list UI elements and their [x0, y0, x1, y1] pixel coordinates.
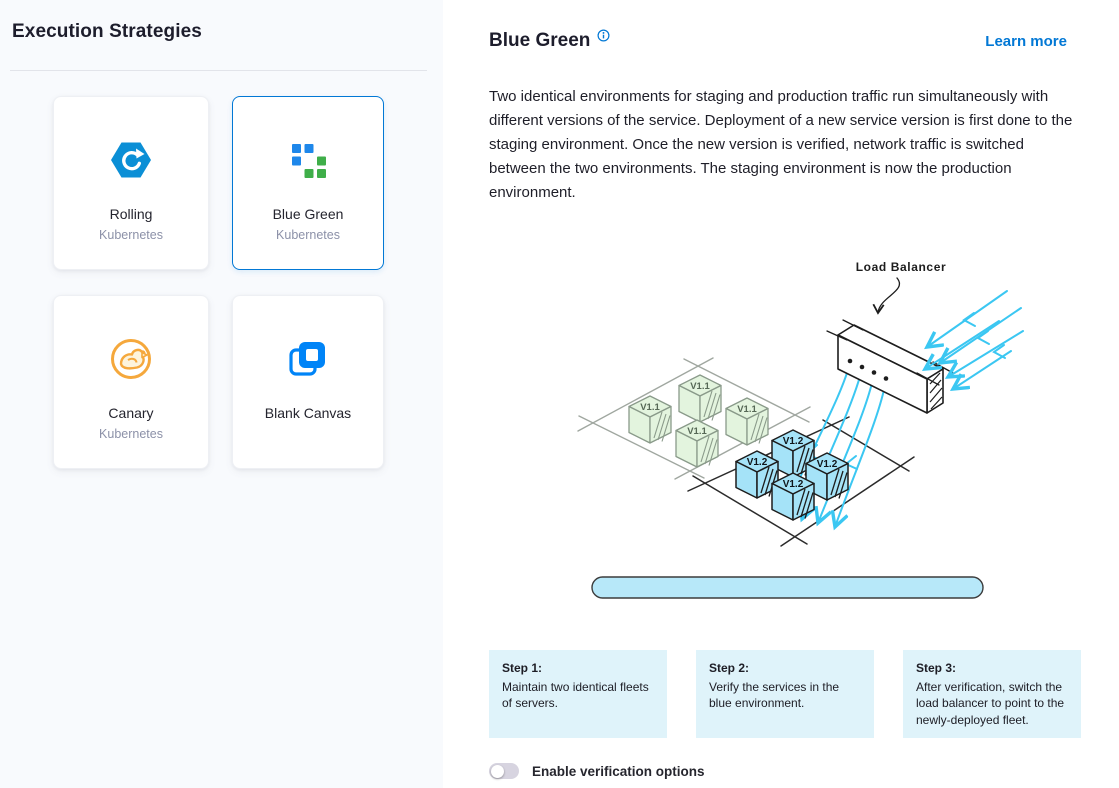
page-title: Execution Strategies: [12, 21, 202, 42]
strategy-description: Two identical environments for staging and production traffic run simultaneously with different versions of the service. Deployment of a new service version is first done to the staging environment. Once the new version is verified, network traffic is switched between the two environments. The staging environment is now the production environment.: [489, 88, 1073, 201]
strategy-subtitle: Kubernetes: [276, 228, 340, 242]
strategy-cards: [53, 96, 443, 469]
header-divider: [10, 70, 427, 71]
load-balancer-label: Load Balancer: [855, 260, 947, 274]
green-fleet: [629, 375, 768, 467]
green-cube-label: V1.1: [687, 426, 707, 437]
learn-more-link[interactable]: Learn more: [985, 32, 1067, 50]
strategy-name: Canary: [108, 405, 154, 421]
green-cube-label: V1.1: [737, 404, 757, 415]
info-icon[interactable]: [597, 29, 610, 47]
strategy-card-rolling[interactable]: [53, 96, 209, 270]
progress-pill: [592, 577, 983, 598]
step-text: After verification, switch the load balancer to point to the newly-deployed fleet.: [916, 679, 1065, 727]
strategy-name: Blue Green: [272, 206, 344, 222]
strategy-name: Blank Canvas: [264, 405, 352, 421]
strategy-card-canary[interactable]: [53, 295, 209, 469]
strategy-card-blank-canvas[interactable]: [232, 295, 384, 469]
green-cube-label: V1.1: [690, 381, 710, 392]
strategy-subtitle: Kubernetes: [99, 228, 163, 242]
strategy-subtitle: Kubernetes: [99, 427, 163, 441]
step-title: Step 1:: [502, 661, 543, 675]
canary-icon: [109, 337, 153, 381]
verification-toggle[interactable]: [489, 763, 519, 779]
step-text: Maintain two identical fleets of servers.: [502, 679, 649, 710]
strategy-steps: [489, 650, 1081, 738]
strategy-selector-panel: [0, 0, 443, 788]
toggle-knob: [491, 765, 504, 778]
detail-header: [489, 30, 1067, 52]
step-box-3: [903, 650, 1081, 738]
blue-cube-label: V1.2: [816, 459, 838, 470]
blank-canvas-icon: [286, 337, 330, 381]
strategy-detail-title: Blue Green: [489, 30, 591, 51]
blue-cube-label: V1.2: [782, 436, 804, 447]
step-box-1: [489, 650, 667, 738]
green-cube-label: V1.1: [640, 402, 660, 413]
label-pointer-arrow: [878, 278, 899, 313]
step-box-2: [696, 650, 874, 738]
blue-cube-label: V1.2: [782, 479, 804, 490]
blue-fleet: [736, 430, 848, 520]
strategy-name: Rolling: [109, 206, 153, 222]
step-title: Step 2:: [709, 661, 750, 675]
strategy-card-blue-green[interactable]: [232, 96, 384, 270]
blue-cube-label: V1.2: [746, 457, 768, 468]
blue-green-illustration: [555, 251, 1025, 603]
verification-toggle-label: Enable verification options: [532, 763, 705, 779]
step-text: Verify the services in the blue environment.: [709, 679, 840, 710]
blue-green-icon: [286, 138, 330, 182]
step-title: Step 3:: [916, 661, 957, 675]
verification-toggle-row: [489, 763, 1119, 779]
rolling-icon: [109, 138, 153, 182]
load-balancer-box: [827, 320, 953, 413]
strategy-detail-panel: [443, 0, 1119, 788]
